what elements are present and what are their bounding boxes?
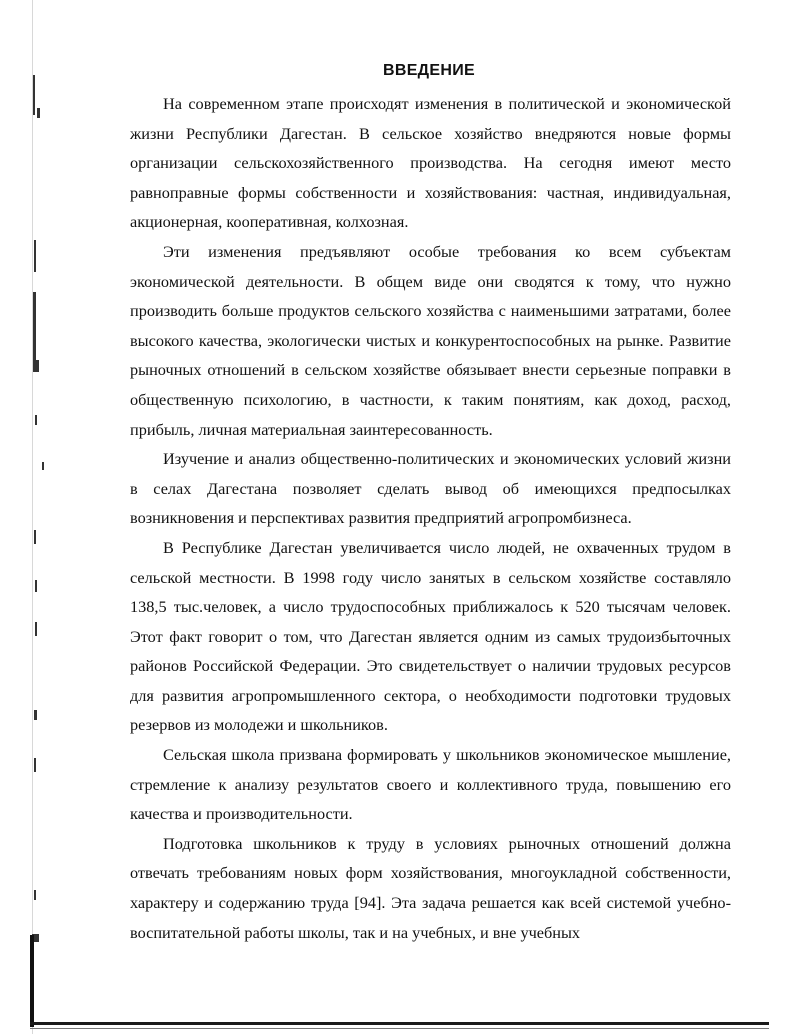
paragraph: Подготовка школьников к труду в условиях рыночных отношений должна отвечать требованиям новых форм хозяйствования, многоукладной собственности, характеру и содержанию труда [94]. Эта задача решается как всей системой учебно-воспитательной работы школы, так и на учебных, и вне учебных	[130, 833, 731, 942]
scan-edge-vertical	[30, 935, 34, 1027]
scan-artifact	[33, 75, 35, 115]
paragraph: В Республике Дагестан увеличивается число людей, не охваченных трудом в сельской местности. В 1998 году число занятых в сельском хозяйстве составляло 138,5 тыс.человек, а число трудоспособных приближалось к 520 тысячам человек. Этот факт говорит о том, что Дагестан является одним из самых трудоизбыточных районов Российской Федерации. Это свидетельствует о наличии трудовых ресурсов для развития агропромышленного сектора, о необходимости подготовки трудовых резервов из молодежи и школьников.	[130, 537, 731, 735]
paragraph: Сельская школа призвана формировать у школьников экономическое мышление, стремление к анализу результатов своего и коллективного труда, повышению его качества и производительности.	[130, 745, 731, 824]
scan-artifact	[34, 240, 36, 272]
paragraph: Изучение и анализ общественно-политических и экономических условий жизни в селах Дагестана позволяет сделать вывод об имеющихся предпосылках возникновения и перспективах развития предприятий агропромбизнеса.	[130, 449, 731, 528]
page-title: ВВЕДЕНИЕ	[383, 62, 475, 79]
scan-margin-line	[32, 0, 33, 1034]
paragraph: Эти изменения предъявляют особые требования ко всем субъектам экономической деятельности. В общем виде они сводятся к тому, что нужно производить больше продуктов сельского хозяйства с наименьшими затратами, более высокого качества, экологически чистых и конкурентоспособных на рынке. Развитие рыночных отношений в сельском хозяйстве обязывает внести серьезные поправки в общественную психологию, в частности, к таким понятиям, как доход, расход, прибыль, личная материальная заинтересованность.	[130, 241, 731, 439]
scan-artifact	[34, 890, 36, 900]
scan-artifact	[37, 108, 40, 118]
scan-artifact	[35, 580, 37, 592]
body-text	[130, 89, 731, 947]
scan-artifact	[42, 462, 44, 470]
paragraph: На современном этапе происходят изменения в политической и экономической жизни Республики Дагестан. В сельское хозяйство внедряются новые формы организации сельскохозяйственного производства. На сегодня имеют место равноправные формы собственности и хозяйствования: частная, индивидуальная, акционерная, кооперативная, колхозная.	[130, 94, 731, 232]
scan-artifact	[34, 710, 37, 720]
scan-edge-bottom	[30, 1022, 769, 1025]
scan-artifact	[36, 360, 39, 372]
scan-artifact	[34, 758, 36, 772]
scan-artifact	[35, 622, 37, 636]
scan-artifact	[35, 415, 37, 425]
scan-edge-bottom-thin	[30, 1028, 769, 1029]
scan-artifact	[34, 530, 36, 544]
